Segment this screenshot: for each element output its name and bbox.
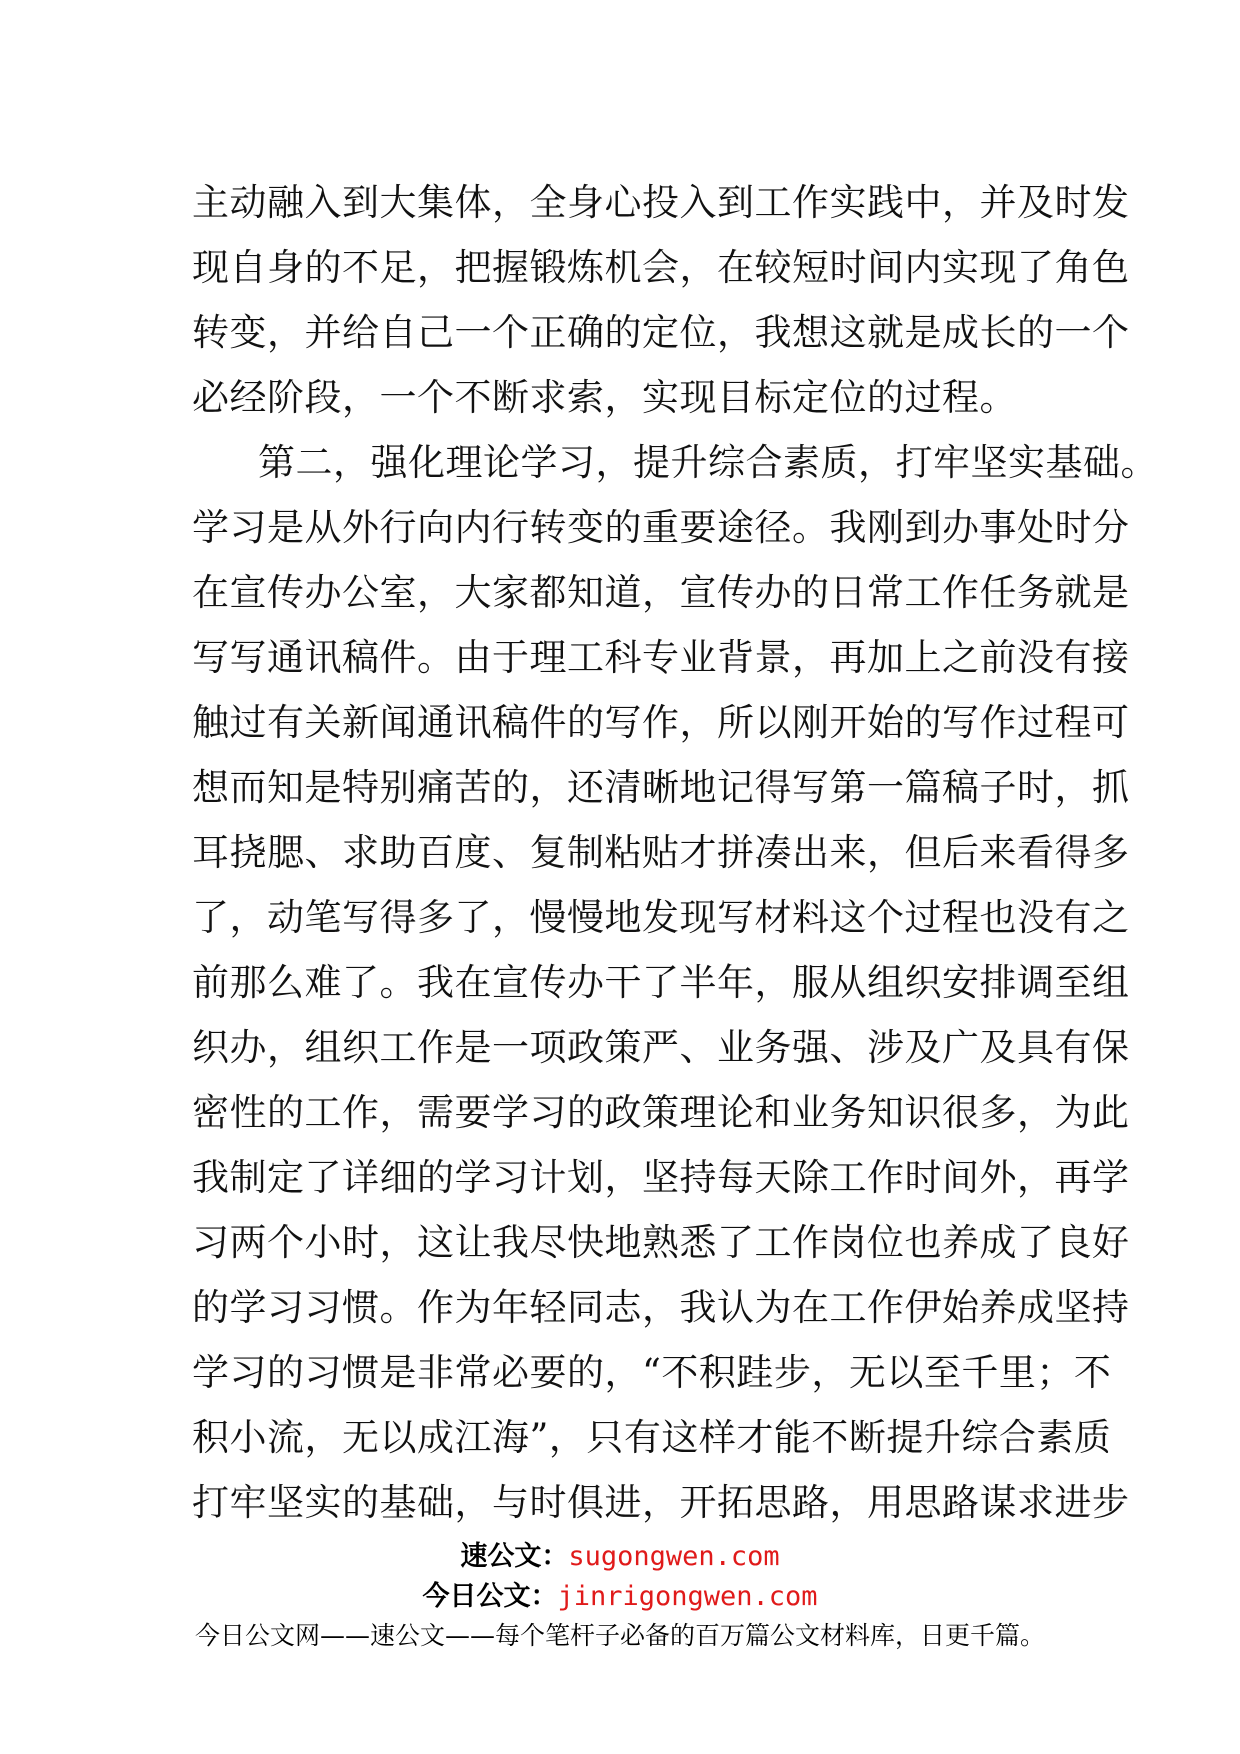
- paragraph-heading: 第二，强化理论学习，提升综合素质，打牢坚实基础。: [258, 441, 1158, 484]
- text-line: 触过有关新闻通讯稿件的写作，所以刚开始的写作过程可: [192, 701, 1130, 744]
- footer-label: 速公文：: [460, 1541, 569, 1572]
- text-line: 主动融入到大集体，全身心投入到工作实践中，并及时发: [192, 181, 1130, 224]
- footer-label: 今日公文：: [422, 1581, 558, 1612]
- body-text: [192, 170, 1158, 1535]
- text-line: 我制定了详细的学习计划，坚持每天除工作时间外，再学: [192, 1156, 1130, 1199]
- text-line: 耳挠腮、求助百度、复制粘贴才拼凑出来，但后来看得多: [192, 831, 1130, 874]
- text-line: 密性的工作，需要学习的政策理论和业务知识很多，为此: [192, 1091, 1130, 1134]
- text-line: 学习是从外行向内行转变的重要途径。我刚到办事处时分: [192, 506, 1130, 549]
- text-line: 积小流，无以成江海”，只有这样才能不断提升综合素质: [192, 1416, 1112, 1459]
- footer-tagline: [0, 1618, 1240, 1654]
- text-line: 打牢坚实的基础，与时俱进，开拓思路，用思路谋求进步: [192, 1481, 1130, 1524]
- text-line: 的学习习惯。作为年轻同志，我认为在工作伊始养成坚持: [192, 1286, 1130, 1329]
- text-line: 在宣传办公室，大家都知道，宣传办的日常工作任务就是: [192, 571, 1130, 614]
- text-line: 想而知是特别痛苦的，还清晰地记得写第一篇稿子时，抓: [192, 766, 1130, 809]
- tagline-text: 今日公文网——速公文——每个笔杆子必备的百万篇公文材料库，日更千篇。: [194, 1621, 1045, 1650]
- sugongwen-link[interactable]: sugongwen.com: [568, 1541, 780, 1572]
- text-line: 转变，并给自己一个正确的定位，我想这就是成长的一个: [192, 311, 1130, 354]
- footer-sugongwen: [0, 1538, 1240, 1576]
- text-line: 习两个小时，这让我尽快地熟悉了工作岗位也养成了良好: [192, 1221, 1130, 1264]
- text-line: 学习的习惯是非常必要的，“不积跬步，无以至千里；不: [192, 1351, 1112, 1394]
- text-line: 现自身的不足，把握锻炼机会，在较短时间内实现了角色: [192, 246, 1130, 289]
- text-line: 写写通讯稿件。由于理工科专业背景，再加上之前没有接: [192, 636, 1130, 679]
- text-line: 了，动笔写得多了，慢慢地发现写材料这个过程也没有之: [192, 896, 1130, 939]
- text-line: 织办，组织工作是一项政策严、业务强、涉及广及具有保: [192, 1026, 1130, 1069]
- jinrigongwen-link[interactable]: jinrigongwen.com: [557, 1581, 818, 1612]
- text-line: 前那么难了。我在宣传办干了半年，服从组织安排调至组: [192, 961, 1130, 1004]
- footer-jinrigongwen: [0, 1578, 1240, 1616]
- text-line: 必经阶段，一个不断求索，实现目标定位的过程。: [192, 376, 1017, 419]
